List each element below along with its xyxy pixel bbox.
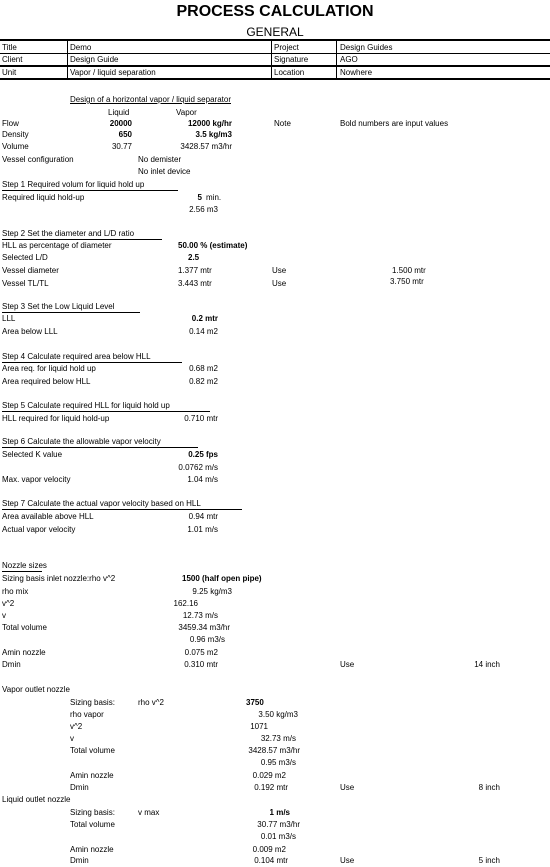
vo-basis-value: 3750 (246, 698, 264, 707)
signature-label: Signature (274, 55, 309, 64)
step7-vel-value: 1.01 m/s (187, 525, 218, 534)
step2-diam-label: Vessel diameter (2, 266, 59, 275)
lo-amin-value: 0.009 m2 (252, 845, 286, 854)
lo-tv-value: 30.77 m3/hr (257, 820, 300, 829)
step3-lll-value: 0.2 mtr (191, 314, 218, 323)
header-rule-bottom (0, 78, 550, 80)
vo-rho-value: 3.50 kg/m3 (258, 710, 298, 719)
page-subtitle: GENERAL (246, 25, 304, 39)
nozzle-dmin-use: Use (340, 660, 355, 669)
location-label: Location (274, 68, 305, 77)
lo-tv-label: Total volume (70, 820, 115, 829)
nozzle-rho-value: 9.25 kg/m3 (192, 587, 232, 596)
density-label: Density (2, 130, 29, 139)
nozzle-dmin-value: 0.310 mtr (184, 660, 218, 669)
lo-dmin-label: Dmin (70, 856, 89, 865)
step4-a1-value: 0.68 m2 (189, 364, 218, 373)
step4-a2-value: 0.82 m2 (189, 377, 218, 386)
step7-area-value: 0.94 mtr (188, 512, 218, 521)
col-liquid: Liquid (108, 108, 130, 117)
nozzle-rule (2, 571, 42, 572)
lo-basis-label: Sizing basis: (70, 808, 115, 817)
step2-tl-use-value: 3.750 mtr (390, 277, 424, 286)
step3-lll-label: LLL (2, 314, 16, 323)
step5-hll-value: 0.710 mtr (184, 414, 218, 423)
nozzle-v2-value: 162.16 (173, 599, 198, 608)
location-value: Nowhere (340, 68, 373, 77)
note-text: Bold numbers are input values (340, 119, 449, 128)
vo-tv-value: 3428.57 m3/hr (248, 746, 300, 755)
vo-amin-label: Amin nozzle (70, 771, 114, 780)
step2-diam-use: Use (272, 266, 287, 275)
step1-hold-value: 5 (197, 193, 202, 202)
volume-liquid: 30.77 (111, 142, 132, 151)
nozzle-tv-ms: 0.96 m3/s (189, 635, 225, 644)
density-vapor: 3.5 kg/m3 (195, 130, 232, 139)
nozzle-amin-label: Amin nozzle (2, 648, 46, 657)
vo-basis-label: Sizing basis: (70, 698, 115, 707)
header-divider-2 (271, 41, 272, 79)
step1-hold-label: Required liquid hold-up (2, 193, 85, 202)
nozzle-dmin-label: Dmin (2, 660, 21, 669)
design-heading: Design of a horizontal vapor / liquid separator (70, 95, 231, 104)
lo-tv-ms: 0.01 m3/s (260, 832, 296, 841)
step2-tl-label: Vessel TL/TL (2, 279, 49, 288)
density-liquid: 650 (118, 130, 132, 139)
header-divider-3 (336, 41, 337, 79)
step2-tl-use: Use (272, 279, 287, 288)
step7-rule (2, 509, 242, 510)
lo-dmin-use: Use (340, 856, 355, 865)
config-inlet: No inlet device (138, 167, 191, 176)
step2-diam-value: 1.377 mtr (178, 266, 212, 275)
step7-vel-label: Actual vapor velocity (2, 525, 76, 534)
vo-tv-ms: 0.95 m3/s (260, 758, 296, 767)
step5-hll-label: HLL required for liquid hold-up (2, 414, 110, 423)
nozzle-v-value: 12.73 m/s (182, 611, 218, 620)
step2-tl-value: 3.443 mtr (178, 279, 212, 288)
nozzle-rho-label: rho mix (2, 587, 29, 596)
step6-heading: Step 6 Calculate the allowable vapor velocity (2, 437, 161, 446)
nozzle-tv-value: 3459.34 m3/hr (178, 623, 230, 632)
flow-vapor: 12000 kg/hr (187, 119, 232, 128)
lo-dmin-value: 0.104 mtr (254, 856, 288, 865)
nozzle-amin-value: 0.075 m2 (184, 648, 218, 657)
unit-label: Unit (2, 68, 17, 77)
step4-rule (2, 362, 182, 363)
lo-dmin-inch: 5 inch (478, 856, 500, 865)
step1-heading: Step 1 Required volum for liquid hold up (2, 180, 145, 189)
vo-dmin-label: Dmin (70, 783, 89, 792)
lo-basis-value: 1 m/s (269, 808, 290, 817)
step4-a2-label: Area required below HLL (2, 377, 91, 386)
step2-hll-value: 50.00 % (estimate) (178, 241, 248, 250)
vo-v2-label: v^2 (70, 722, 83, 731)
client-value: Design Guide (70, 55, 119, 64)
step6-k-fps: 0.25 fps (188, 450, 218, 459)
step6-rule (2, 447, 198, 448)
vo-dmin-inch: 8 inch (478, 783, 500, 792)
step2-diam-use-value: 1.500 mtr (392, 266, 426, 275)
vo-v-label: v (70, 734, 74, 743)
lo-amin-label: Amin nozzle (70, 845, 114, 854)
step3-heading: Step 3 Set the Low Liquid Level (2, 302, 115, 311)
project-value: Design Guides (340, 43, 393, 52)
signature-value: AGO (340, 55, 358, 64)
step6-k-ms: 0.0762 m/s (178, 463, 218, 472)
volume-vapor: 3428.57 m3/hr (180, 142, 232, 151)
nozzle-v-label: v (2, 611, 6, 620)
nozzle-heading: Nozzle sizes (2, 561, 47, 570)
title-label: Title (2, 43, 17, 52)
note-label: Note (274, 119, 291, 128)
step6-max-value: 1.04 m/s (187, 475, 218, 484)
step5-heading: Step 5 Calculate required HLL for liquid hold up (2, 401, 170, 410)
step3-area-value: 0.14 m2 (189, 327, 218, 336)
step4-heading: Step 4 Calculate required area below HLL (2, 352, 151, 361)
unit-value: Vapor / liquid separation (70, 68, 156, 77)
step6-max-label: Max. vapor velocity (2, 475, 71, 484)
header-divider-1 (67, 41, 68, 79)
volume-label: Volume (2, 142, 29, 151)
vo-v-value: 32.73 m/s (260, 734, 296, 743)
header-rule-2 (0, 65, 550, 67)
nozzle-basis-label: Sizing basis inlet nozzle:rho v^2 (2, 574, 116, 583)
step2-rule (2, 239, 162, 240)
vo-tv-label: Total volume (70, 746, 115, 755)
step3-area-label: Area below LLL (2, 327, 58, 336)
step2-ld-value: 2.5 (188, 253, 200, 262)
vo-dmin-value: 0.192 mtr (254, 783, 288, 792)
vo-v2-value: 1071 (250, 722, 268, 731)
step3-rule (2, 312, 140, 313)
step6-k-label: Selected K value (2, 450, 63, 459)
nozzle-basis-value: 1500 (half open pipe) (182, 574, 262, 583)
project-label: Project (274, 43, 299, 52)
flow-label: Flow (2, 119, 19, 128)
vo-basis-crit: rho v^2 (138, 698, 164, 707)
vo-dmin-use: Use (340, 783, 355, 792)
vo-rho-label: rho vapor (70, 710, 104, 719)
title-value: Demo (70, 43, 92, 52)
vessel-config-label: Vessel configuration (2, 155, 74, 164)
step1-hold-unit: min. (206, 193, 222, 202)
vo-amin-value: 0.029 m2 (252, 771, 286, 780)
page-title: PROCESS CALCULATION (176, 3, 374, 20)
step5-rule (2, 411, 210, 412)
step1-rule (2, 190, 178, 191)
lo-basis-crit: v max (138, 808, 160, 817)
vapor-outlet-heading: Vapor outlet nozzle (2, 685, 70, 694)
step1-hold-m3: 2.56 m3 (189, 205, 218, 214)
header-rule-top (0, 39, 550, 41)
client-label: Client (2, 55, 23, 64)
flow-liquid: 20000 (109, 119, 132, 128)
config-demister: No demister (138, 155, 182, 164)
step7-area-label: Area available above HLL (2, 512, 94, 521)
step2-hll-label: HLL as percentage of diameter (2, 241, 112, 250)
step4-a1-label: Area req. for liquid hold up (2, 364, 96, 373)
liquid-outlet-heading: Liquid outlet nozzle (2, 795, 71, 804)
step2-heading: Step 2 Set the diameter and L/D ratio (2, 229, 135, 238)
nozzle-tv-label: Total volume (2, 623, 47, 632)
header-rule-1 (0, 53, 550, 54)
nozzle-v2-label: v^2 (2, 599, 15, 608)
step7-heading: Step 7 Calculate the actual vapor velocity based on HLL (2, 499, 201, 508)
step2-ld-label: Selected L/D (2, 253, 48, 262)
col-vapor: Vapor (176, 108, 197, 117)
nozzle-dmin-inch: 14 inch (474, 660, 500, 669)
